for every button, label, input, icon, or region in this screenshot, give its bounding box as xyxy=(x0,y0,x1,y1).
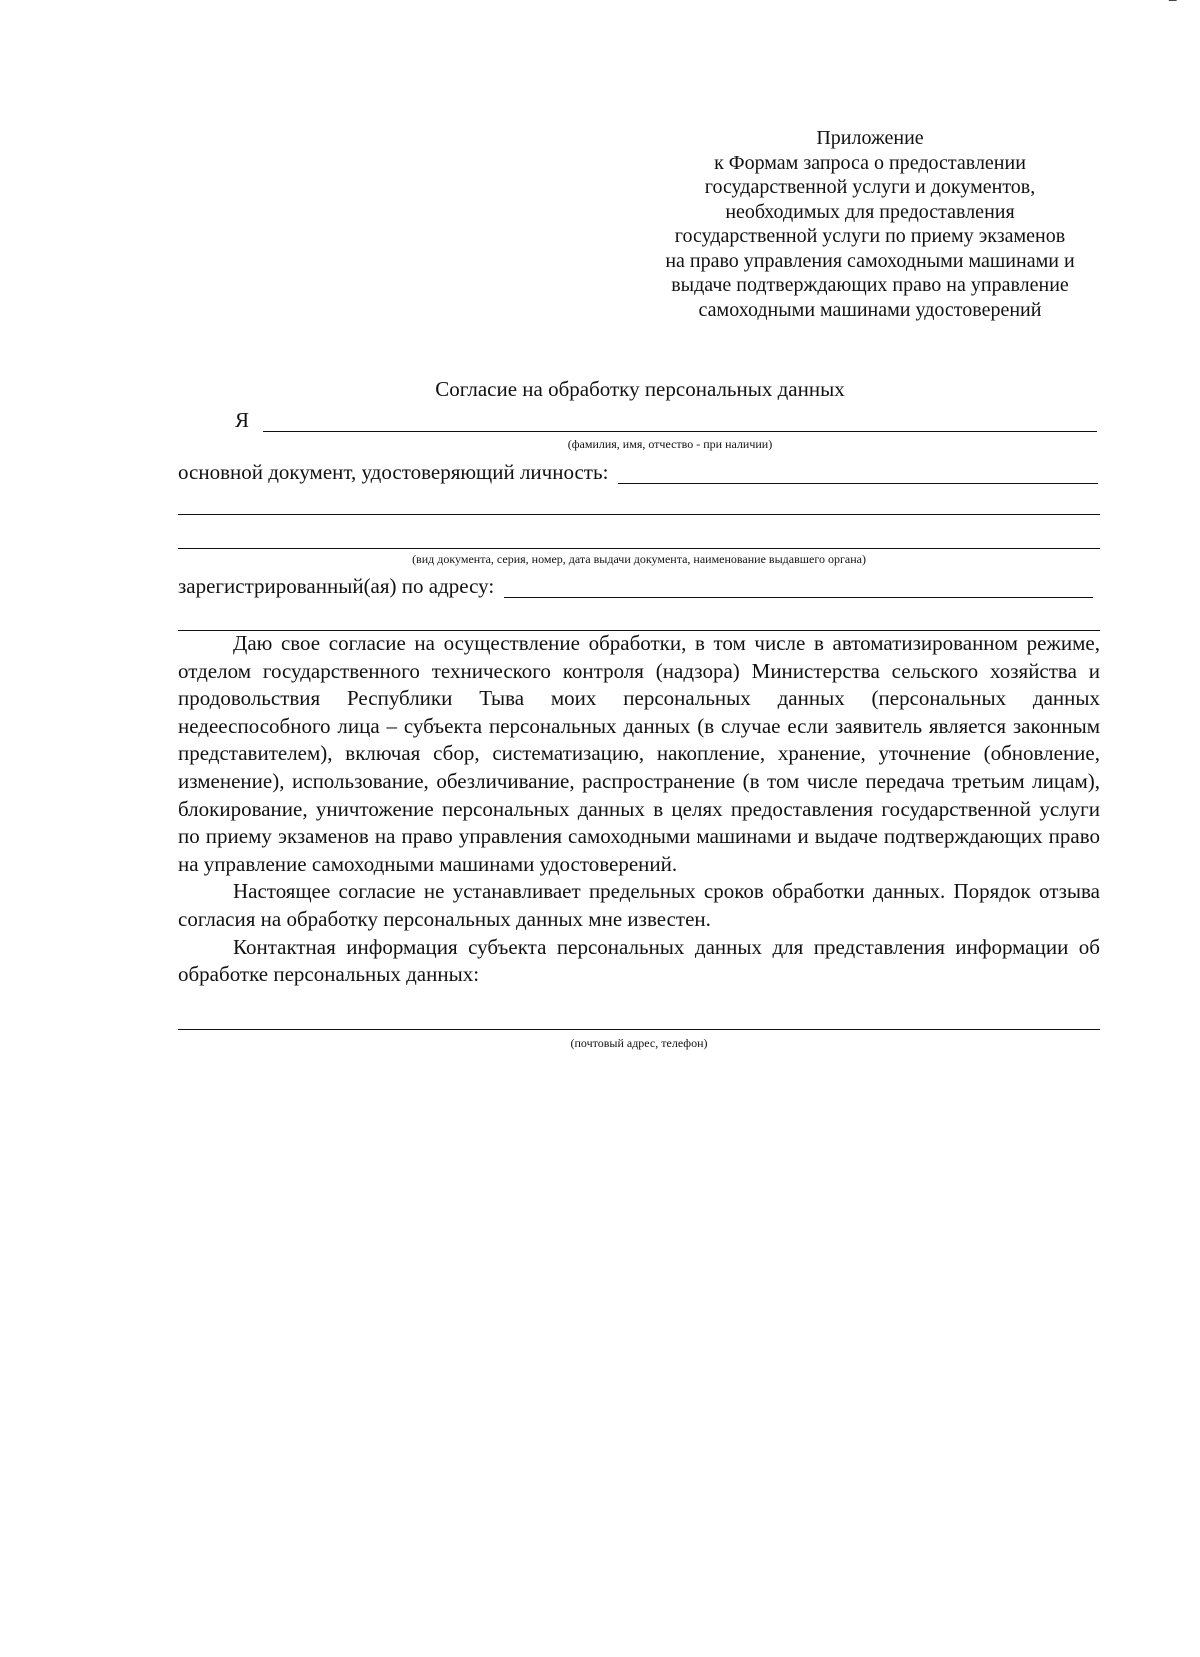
consent-text xyxy=(178,630,1100,989)
address-input-line[interactable] xyxy=(504,577,1093,598)
document-input-line-3[interactable] xyxy=(178,548,1100,549)
document-field-row xyxy=(178,460,1098,484)
contact-input-line[interactable] xyxy=(178,1029,1100,1030)
scan-corner-mark: ‾ xyxy=(1169,0,1176,21)
appendix-block xyxy=(620,126,1120,322)
document-label: основной документ, удостоверяющий личность: xyxy=(178,460,609,484)
contact-hint: (почтовый адрес, телефон) xyxy=(570,1036,708,1050)
appendix-line: выдаче подтверждающих право на управление xyxy=(671,274,1069,296)
name-field-row xyxy=(235,408,1097,432)
document-input-line-2[interactable] xyxy=(178,514,1100,515)
appendix-line: на право управления самоходными машинами и xyxy=(665,249,1075,272)
appendix-line: государственной услуги и документов, xyxy=(704,176,1036,198)
contact-paragraph: Контактная информация субъекта персональных данных для представления информации об обработке персональных данных: xyxy=(178,934,1100,987)
document-title: Согласие на обработку персональных данных xyxy=(435,377,845,401)
terms-paragraph: Настоящее согласие не устанавливает предельных сроков обработки данных. Порядок отзыва согласия на обработку персональных данных мне известен. xyxy=(178,879,1100,931)
appendix-line: необходимых для предоставления xyxy=(725,200,1015,223)
name-input-line[interactable] xyxy=(263,411,1097,432)
name-label: Я xyxy=(235,408,250,432)
appendix-heading: Приложение xyxy=(816,127,924,149)
address-label: зарегистрированный(ая) по адресу: xyxy=(178,574,495,598)
document-hint: (вид документа, серия, номер, дата выдачи документа, наименование выдавшего органа) xyxy=(412,552,866,566)
document-input-line[interactable] xyxy=(618,463,1098,484)
consent-paragraph: Даю свое согласие на осуществление обработки, в том числе в автоматизированном режиме, отделом государственного технического контроля (надзора) Министерства сельского хозяйства и продовольствия Республики Тыва моих персональных данных (персональных данных недееспособного лица – субъекта персональных данных (в случае если заявитель является законным представителем), включая сбор, систематизацию, накопление, хранение, уточнение (обновление, изменение), использование, обезличивание, распространение (в том числе передача третьим лицам), блокирование, уничтожение персональных данных в целях предоставления государственной услуги по приему экзаменов на право управления самоходными машинами и выдаче подтверждающих право на управление самоходными машинами удостоверений. xyxy=(178,631,1100,876)
name-hint: (фамилия, имя, отчество - при наличии) xyxy=(567,437,773,451)
appendix-line: к Формам запроса о предоставлении xyxy=(714,151,1026,174)
appendix-line: самоходными машинами удостоверений xyxy=(698,298,1042,321)
appendix-line: государственной услуги по приему экзаменов xyxy=(674,225,1066,247)
address-field-row xyxy=(178,574,1093,598)
